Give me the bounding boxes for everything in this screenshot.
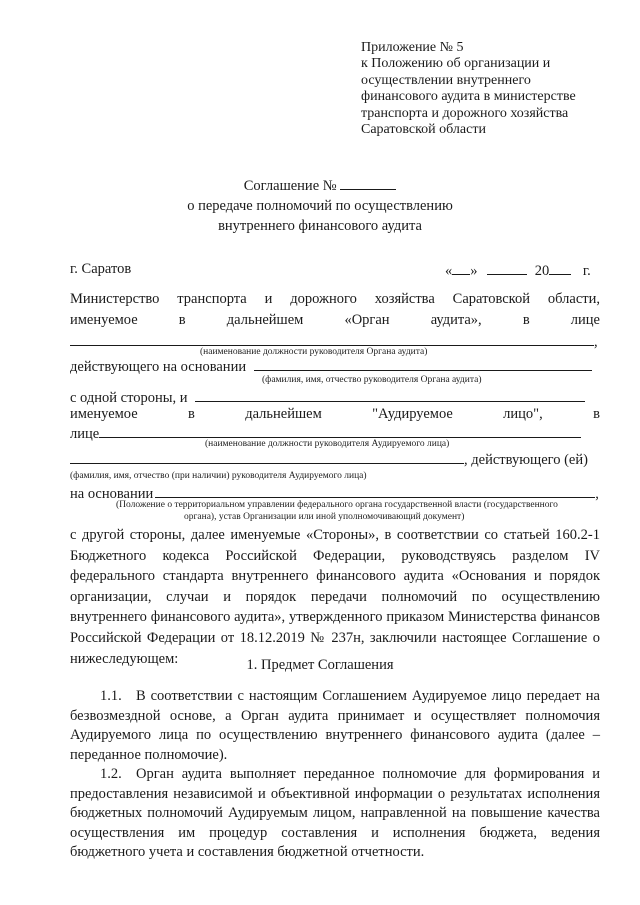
- appendix-line: финансового аудита в министерстве: [361, 89, 576, 105]
- agreement-number-blank: [340, 176, 396, 190]
- parties-line7: лице: [70, 424, 600, 443]
- month-blank: [487, 261, 527, 275]
- clause-1-2: [70, 765, 600, 863]
- caption-auditee-basis-1: (Положение о территориальном управлении федерального органа государственной власти (государственного: [116, 500, 558, 510]
- authority-position-blank: [70, 332, 594, 346]
- caption-authority-name: (фамилия, имя, отчество руководителя Органа аудита): [262, 375, 482, 385]
- auditee-basis-blank: [155, 484, 595, 498]
- authority-basis-blank: [254, 357, 592, 371]
- parties-line9: на основании ,: [70, 486, 599, 502]
- caption-auditee-name: (фамилия, имя, отчество (при наличии) руководителя Аудируемого лица): [70, 471, 367, 481]
- caption-auditee-basis-2: органа), устав Организации или иной уполномочивающий документ): [184, 512, 465, 522]
- parties-line5: с одной стороны, и: [70, 388, 600, 407]
- day-blank: [452, 261, 470, 275]
- city: г. Саратов: [70, 261, 132, 277]
- year-blank: [549, 261, 571, 275]
- date-field: « » 20 г.: [445, 263, 591, 279]
- clause-text: В соответствии с настоящим Соглашением Аудируемое лицо передает на безвозмездной основе, а Орган аудита принимает и осуществляет полномочия Аудируемого лица по осуществлению внутреннего финансового аудита (далее – переданное полномочие).: [70, 688, 600, 763]
- appendix-header: [361, 40, 631, 138]
- preamble-paragraph: с другой стороны, далее именуемые «Стороны», в соответствии со статьей 160.2-1 Бюджетного кодекса Российской Федерации, руководствуясь разделом IV федерального стандарта внутреннего финансового аудита «Основания и порядок организации, случаи и порядок передачи полномочий по осуществлению внутреннего финансового аудита», утвержденного приказом Министерства финансов Российской Федерации от 18.12.2019 № 237н, заключили настоящее Соглашение о нижеследующем:: [70, 527, 600, 667]
- parties-line2: именуемое в дальнейшем «Орган аудита», в лице: [70, 312, 600, 328]
- caption-auditee-position: (наименование должности руководителя Аудируемого лица): [205, 439, 450, 449]
- auditee-name-blank: [195, 388, 585, 402]
- place-date-line: [70, 261, 600, 278]
- parties-line3: ,: [70, 332, 600, 351]
- agreement-title-line1: Соглашение №: [0, 176, 640, 196]
- clause-number: 1.2.: [100, 766, 122, 782]
- parties-line8: , действующего (ей): [70, 450, 600, 469]
- appendix-line: транспорта и дорожного хозяйства: [361, 105, 569, 121]
- clause-1-1: [70, 687, 600, 765]
- parties-line1: Министерство транспорта и дорожного хозяйства Саратовской области,: [70, 291, 600, 307]
- agreement-title: [0, 176, 640, 236]
- appendix-line: Приложение № 5: [361, 40, 464, 55]
- clause-text: Орган аудита выполняет переданное полномочие для формирования и предоставления независимой и объективной информации о результатах исполнения бюджетных полномочий Аудируемым лицом, направленной на повышение качества осуществления им процедур составления и исполнения бюджета, ведения бюджетного учета и составления бюджетной отчетности.: [70, 766, 600, 861]
- parties-line4: действующего на основании: [70, 357, 600, 376]
- agreement-title-line3: внутреннего финансового аудита: [218, 218, 422, 234]
- caption-authority-position: (наименование должности руководителя Органа аудита): [200, 347, 428, 357]
- appendix-line: к Положению об организации и: [361, 56, 551, 72]
- clause-number: 1.1.: [100, 688, 122, 704]
- auditee-head-blank: [70, 450, 464, 464]
- appendix-line: Саратовской области: [361, 122, 486, 138]
- appendix-line: осуществлении внутреннего: [361, 72, 531, 88]
- section-title: 1. Предмет Соглашения: [246, 657, 394, 673]
- parties-line6: именуемое в дальнейшем "Аудируемое лицо", в: [70, 406, 600, 422]
- auditee-position-blank: [99, 424, 581, 438]
- agreement-title-line2: о передаче полномочий по осуществлению: [187, 198, 453, 214]
